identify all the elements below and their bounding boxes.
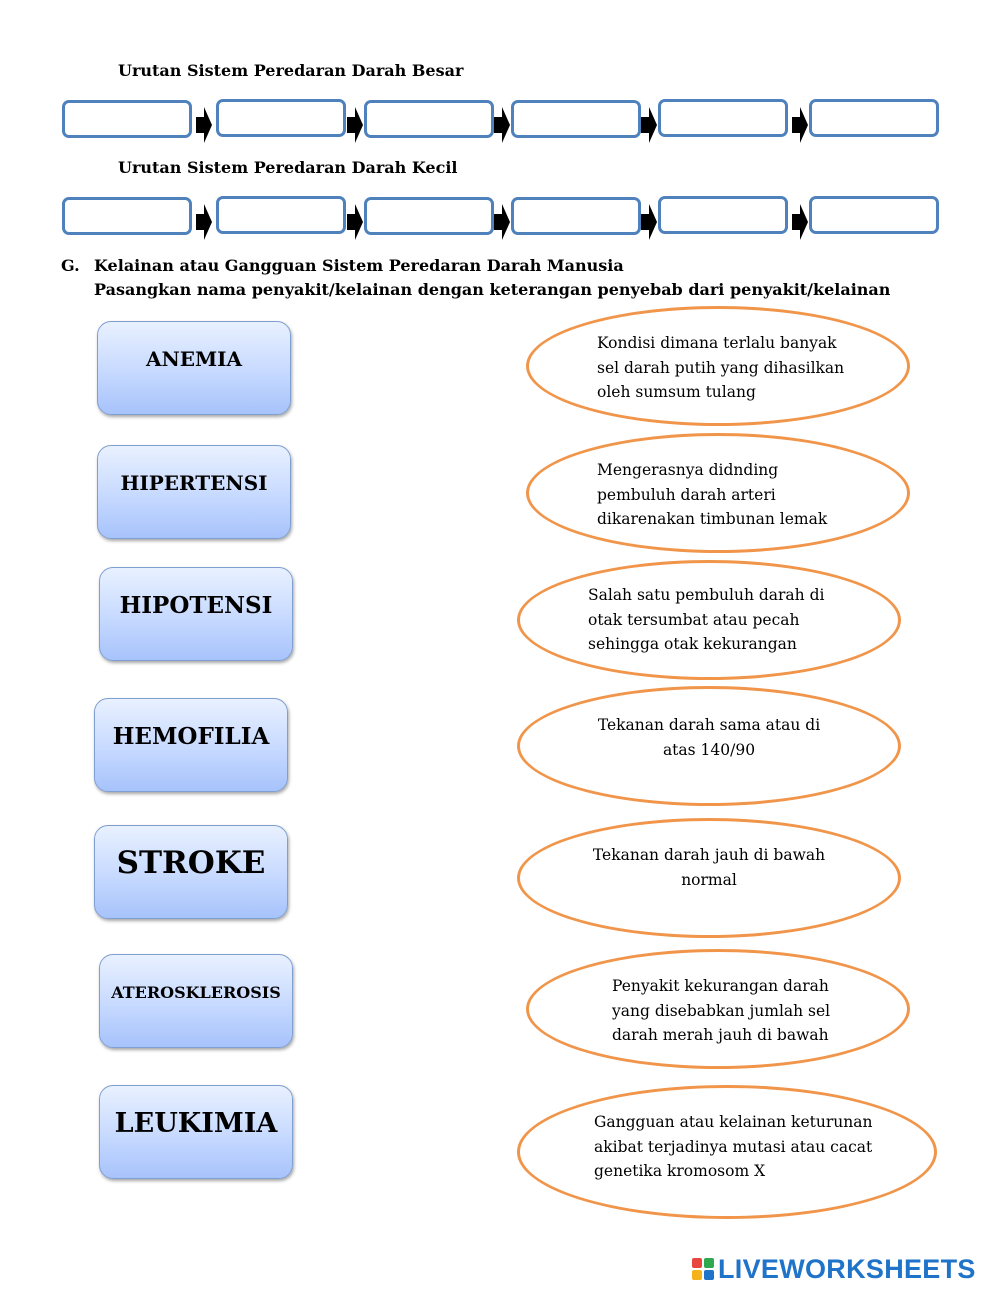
disease-box-hipotensi[interactable] (99, 567, 293, 661)
arrow-right-icon (196, 105, 212, 145)
description-text-4: Tekanan darah sama atau di atas 140/90 (597, 716, 821, 759)
answer-box-besar-3[interactable] (364, 100, 494, 138)
disease-label: HIPERTENSI (120, 471, 268, 495)
answer-box-besar-4[interactable] (511, 100, 641, 138)
answer-box-kecil-3[interactable] (364, 197, 494, 235)
disease-label: ATEROSKLEROSIS (111, 982, 281, 1002)
section-letter: G. (61, 256, 80, 275)
description-text-3: Salah satu pembuluh darah di otak tersumbat atau pecah sehingga otak kekurangan (588, 586, 825, 653)
description-text-7: Gangguan atau kelainan keturunan akibat terjadinya mutasi atau cacat genetika kromosom X (594, 1113, 873, 1180)
disease-box-leukimia[interactable] (99, 1085, 293, 1179)
liveworksheets-logo (692, 1254, 976, 1284)
description-text-1: Kondisi dimana terlalu banyak sel darah putih yang dihasilkan oleh sumsum tulang (597, 334, 845, 401)
arrow-right-icon (347, 202, 363, 242)
answer-box-kecil-4[interactable] (511, 197, 641, 235)
arrow-right-icon (494, 202, 510, 242)
brand-text: LIVEWORKSHEETS (718, 1253, 976, 1284)
arrow-right-icon (641, 105, 657, 145)
arrow-right-icon (494, 105, 510, 145)
description-text-2: Mengerasnya didnding pembuluh darah arteri dikarenakan timbunan lemak (597, 461, 828, 528)
disease-label: HEMOFILIA (112, 722, 270, 750)
answer-box-besar-1[interactable] (62, 100, 192, 138)
brand-tiles-icon (692, 1258, 714, 1280)
answer-box-besar-6[interactable] (809, 99, 939, 137)
disease-box-anemia[interactable] (97, 321, 291, 415)
heading-peredaran-besar: Urutan Sistem Peredaran Darah Besar (118, 61, 464, 80)
arrow-right-icon (792, 105, 808, 145)
answer-box-kecil-2[interactable] (216, 196, 346, 234)
answer-box-kecil-1[interactable] (62, 197, 192, 235)
disease-label: LEUKIMIA (114, 1107, 278, 1139)
disease-label: HIPOTENSI (119, 591, 273, 619)
description-text-5: Tekanan darah jauh di bawah normal (592, 846, 826, 889)
disease-box-hipertensi[interactable] (97, 445, 291, 539)
answer-box-besar-5[interactable] (658, 99, 788, 137)
disease-box-aterosklerosis[interactable] (99, 954, 293, 1048)
section-g-title: Kelainan atau Gangguan Sistem Peredaran Darah Manusia (94, 256, 624, 275)
heading-peredaran-kecil: Urutan Sistem Peredaran Darah Kecil (118, 158, 458, 177)
answer-box-kecil-6[interactable] (809, 196, 939, 234)
section-g-instruction: Pasangkan nama penyakit/kelainan dengan keterangan penyebab dari penyakit/kelainan (94, 280, 891, 299)
disease-box-hemofilia[interactable] (94, 698, 288, 792)
disease-label: STROKE (116, 845, 266, 881)
disease-box-stroke[interactable] (94, 825, 288, 919)
arrow-right-icon (347, 105, 363, 145)
arrow-right-icon (196, 202, 212, 242)
answer-box-kecil-5[interactable] (658, 196, 788, 234)
disease-label: ANEMIA (145, 347, 243, 371)
arrow-right-icon (641, 202, 657, 242)
description-text-6: Penyakit kekurangan darah yang disebabkan jumlah sel darah merah jauh di bawah (612, 977, 831, 1044)
arrow-right-icon (792, 202, 808, 242)
answer-box-besar-2[interactable] (216, 99, 346, 137)
